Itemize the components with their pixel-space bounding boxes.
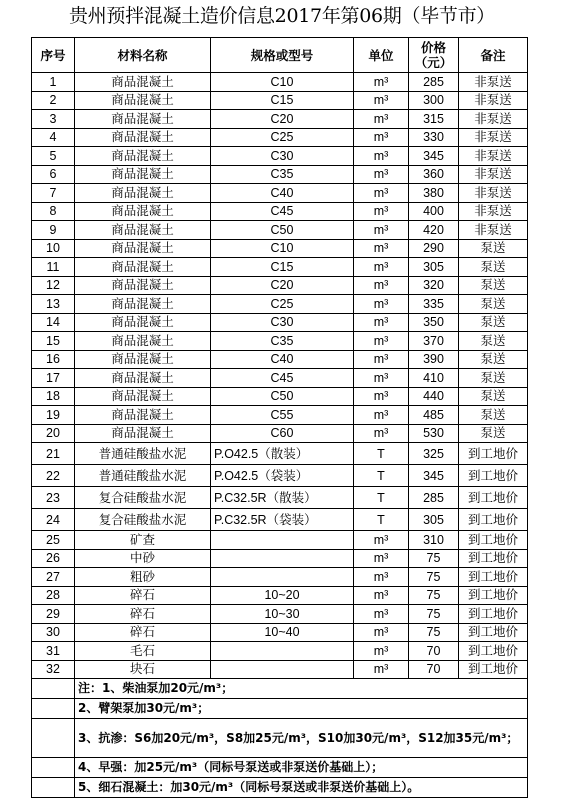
cell-material-name: 商品混凝土 — [75, 239, 211, 258]
cell-number: 15 — [32, 332, 75, 351]
header-number: 序号 — [32, 38, 75, 73]
cell-spec — [211, 549, 354, 568]
cell-material-name: 商品混凝土 — [75, 110, 211, 129]
cell-unit: T — [354, 487, 409, 509]
table-row — [32, 487, 528, 509]
cell-unit: m³ — [354, 605, 409, 624]
cell-unit: m³ — [354, 568, 409, 587]
cell-price: 315 — [409, 110, 459, 129]
cell-unit: m³ — [354, 623, 409, 642]
cell-note: 到工地价 — [459, 549, 528, 568]
header-price-label: 价格 — [420, 40, 446, 55]
cell-material-name: 普通硅酸盐水泥 — [75, 465, 211, 487]
cell-unit: T — [354, 465, 409, 487]
cell-spec — [211, 531, 354, 550]
cell-price: 75 — [409, 549, 459, 568]
cell-number: 24 — [32, 509, 75, 531]
cell-material-name: 商品混凝土 — [75, 313, 211, 332]
cell-material-name: 商品混凝土 — [75, 202, 211, 221]
cell-number: 1 — [32, 73, 75, 92]
cell-material-name: 碎石 — [75, 623, 211, 642]
cell-number: 23 — [32, 487, 75, 509]
header-unit: 单位 — [354, 38, 409, 73]
cell-number: 9 — [32, 221, 75, 240]
cell-spec: 10~20 — [211, 586, 354, 605]
cell-price: 390 — [409, 350, 459, 369]
note-text: 2、臂架泵加30元/m³； — [75, 699, 528, 719]
cell-unit: m³ — [354, 531, 409, 550]
header-price-unit: （元） — [414, 55, 453, 70]
cell-unit: m³ — [354, 642, 409, 661]
note-row — [32, 699, 528, 719]
cell-note: 泵送 — [459, 406, 528, 425]
cell-number: 13 — [32, 295, 75, 314]
table-row — [32, 128, 528, 147]
note-text: 注：1、柴油泵加20元/m³； — [75, 679, 528, 699]
cell-price: 335 — [409, 295, 459, 314]
cell-note: 泵送 — [459, 276, 528, 295]
header-price — [409, 38, 459, 73]
header-spec: 规格或型号 — [211, 38, 354, 73]
cell-spec: P.C32.5R（散装） — [211, 487, 354, 509]
table-row — [32, 369, 528, 388]
cell-spec: C30 — [211, 313, 354, 332]
cell-unit: m³ — [354, 91, 409, 110]
cell-material-name: 商品混凝土 — [75, 221, 211, 240]
table-row — [32, 465, 528, 487]
cell-number: 8 — [32, 202, 75, 221]
note-text: 4、早强：加25元/m³（同标号泵送或非泵送价基础上）； — [75, 758, 528, 778]
header-note: 备注 — [459, 38, 528, 73]
cell-price: 75 — [409, 605, 459, 624]
note-margin-cell — [32, 719, 75, 758]
cell-spec: P.C32.5R（袋装） — [211, 509, 354, 531]
cell-note: 到工地价 — [459, 487, 528, 509]
cell-note: 到工地价 — [459, 642, 528, 661]
note-margin-cell — [32, 778, 75, 798]
cell-price: 75 — [409, 568, 459, 587]
cell-price: 380 — [409, 184, 459, 203]
cell-unit: m³ — [354, 350, 409, 369]
cell-price: 285 — [409, 73, 459, 92]
table-body — [32, 73, 528, 679]
cell-note: 泵送 — [459, 350, 528, 369]
cell-material-name: 复合硅酸盐水泥 — [75, 509, 211, 531]
cell-number: 22 — [32, 465, 75, 487]
cell-spec: C55 — [211, 406, 354, 425]
table-row — [32, 568, 528, 587]
cell-price: 360 — [409, 165, 459, 184]
cell-spec: C25 — [211, 295, 354, 314]
header-row — [32, 38, 528, 73]
table-row — [32, 184, 528, 203]
cell-number: 4 — [32, 128, 75, 147]
cell-note: 泵送 — [459, 295, 528, 314]
cell-note: 泵送 — [459, 239, 528, 258]
table-row — [32, 586, 528, 605]
cell-number: 28 — [32, 586, 75, 605]
cell-price: 300 — [409, 91, 459, 110]
cell-spec: C60 — [211, 424, 354, 443]
table-row — [32, 221, 528, 240]
cell-price: 345 — [409, 147, 459, 166]
cell-number: 19 — [32, 406, 75, 425]
cell-number: 20 — [32, 424, 75, 443]
cell-material-name: 商品混凝土 — [75, 165, 211, 184]
cell-unit: m³ — [354, 276, 409, 295]
cell-number: 31 — [32, 642, 75, 661]
cell-note: 到工地价 — [459, 605, 528, 624]
cell-unit: m³ — [354, 147, 409, 166]
table-row — [32, 332, 528, 351]
cell-number: 27 — [32, 568, 75, 587]
table-row — [32, 258, 528, 277]
price-table — [31, 37, 528, 798]
cell-price: 350 — [409, 313, 459, 332]
cell-price: 325 — [409, 443, 459, 465]
cell-material-name: 商品混凝土 — [75, 406, 211, 425]
cell-note: 到工地价 — [459, 660, 528, 679]
cell-note: 非泵送 — [459, 184, 528, 203]
cell-spec: C15 — [211, 258, 354, 277]
cell-unit: m³ — [354, 110, 409, 129]
cell-note: 泵送 — [459, 369, 528, 388]
cell-price: 420 — [409, 221, 459, 240]
cell-note: 到工地价 — [459, 623, 528, 642]
cell-material-name: 商品混凝土 — [75, 295, 211, 314]
cell-spec: C45 — [211, 369, 354, 388]
cell-unit: m³ — [354, 239, 409, 258]
cell-material-name: 商品混凝土 — [75, 332, 211, 351]
cell-number: 6 — [32, 165, 75, 184]
cell-price: 370 — [409, 332, 459, 351]
cell-spec: C40 — [211, 184, 354, 203]
cell-spec: P.O42.5（袋装） — [211, 465, 354, 487]
note-text: 3、抗渗：S6加20元/m³，S8加25元/m³，S10加30元/m³，S12加35元/m³； — [75, 719, 528, 758]
cell-unit: m³ — [354, 586, 409, 605]
cell-material-name: 商品混凝土 — [75, 424, 211, 443]
cell-price: 485 — [409, 406, 459, 425]
cell-spec: C50 — [211, 387, 354, 406]
cell-material-name: 商品混凝土 — [75, 258, 211, 277]
cell-note: 非泵送 — [459, 110, 528, 129]
cell-material-name: 粗砂 — [75, 568, 211, 587]
cell-note: 非泵送 — [459, 128, 528, 147]
cell-note: 到工地价 — [459, 443, 528, 465]
cell-spec: C10 — [211, 73, 354, 92]
cell-price: 70 — [409, 660, 459, 679]
note-row — [32, 758, 528, 778]
cell-material-name: 商品混凝土 — [75, 147, 211, 166]
cell-number: 14 — [32, 313, 75, 332]
cell-spec: C50 — [211, 221, 354, 240]
table-row — [32, 350, 528, 369]
page-title: 贵州预拌混凝土造价信息2017年第06期（毕节市） — [68, 5, 496, 27]
cell-price: 285 — [409, 487, 459, 509]
table-row — [32, 239, 528, 258]
cell-note: 非泵送 — [459, 202, 528, 221]
cell-unit: m³ — [354, 221, 409, 240]
note-margin-cell — [32, 699, 75, 719]
cell-spec — [211, 568, 354, 587]
cell-price: 290 — [409, 239, 459, 258]
note-margin-cell — [32, 758, 75, 778]
cell-price: 440 — [409, 387, 459, 406]
table-row — [32, 509, 528, 531]
cell-spec: C15 — [211, 91, 354, 110]
cell-price: 75 — [409, 623, 459, 642]
cell-price: 305 — [409, 258, 459, 277]
table-row — [32, 642, 528, 661]
cell-price: 345 — [409, 465, 459, 487]
table-row — [32, 147, 528, 166]
cell-number: 10 — [32, 239, 75, 258]
cell-unit: m³ — [354, 128, 409, 147]
table-row — [32, 276, 528, 295]
cell-note: 非泵送 — [459, 221, 528, 240]
cell-spec: 10~40 — [211, 623, 354, 642]
cell-spec: C45 — [211, 202, 354, 221]
cell-unit: m³ — [354, 313, 409, 332]
cell-number: 29 — [32, 605, 75, 624]
cell-note: 非泵送 — [459, 73, 528, 92]
table-row — [32, 313, 528, 332]
cell-material-name: 商品混凝土 — [75, 350, 211, 369]
cell-material-name: 碎石 — [75, 605, 211, 624]
table-row — [32, 406, 528, 425]
table-row — [32, 424, 528, 443]
cell-material-name: 普通硅酸盐水泥 — [75, 443, 211, 465]
table-row — [32, 165, 528, 184]
cell-note: 泵送 — [459, 332, 528, 351]
table-row — [32, 549, 528, 568]
cell-number: 17 — [32, 369, 75, 388]
cell-unit: T — [354, 443, 409, 465]
cell-spec: C20 — [211, 276, 354, 295]
cell-material-name: 块石 — [75, 660, 211, 679]
cell-material-name: 商品混凝土 — [75, 184, 211, 203]
table-row — [32, 202, 528, 221]
note-row — [32, 679, 528, 699]
cell-number: 11 — [32, 258, 75, 277]
cell-unit: m³ — [354, 295, 409, 314]
cell-note: 泵送 — [459, 313, 528, 332]
cell-price: 70 — [409, 642, 459, 661]
cell-unit: m³ — [354, 549, 409, 568]
cell-spec — [211, 642, 354, 661]
cell-unit: m³ — [354, 406, 409, 425]
cell-note: 非泵送 — [459, 91, 528, 110]
cell-spec: C10 — [211, 239, 354, 258]
cell-material-name: 中砂 — [75, 549, 211, 568]
cell-note: 到工地价 — [459, 568, 528, 587]
table-row — [32, 660, 528, 679]
cell-number: 3 — [32, 110, 75, 129]
cell-material-name: 矿查 — [75, 531, 211, 550]
cell-price: 530 — [409, 424, 459, 443]
cell-note: 泵送 — [459, 387, 528, 406]
table-row — [32, 387, 528, 406]
cell-note: 到工地价 — [459, 509, 528, 531]
cell-number: 7 — [32, 184, 75, 203]
cell-number: 12 — [32, 276, 75, 295]
cell-price: 75 — [409, 586, 459, 605]
cell-unit: m³ — [354, 165, 409, 184]
cell-number: 26 — [32, 549, 75, 568]
cell-unit: m³ — [354, 258, 409, 277]
cell-unit: m³ — [354, 73, 409, 92]
notes-section — [32, 679, 528, 798]
cell-material-name: 复合硅酸盐水泥 — [75, 487, 211, 509]
cell-unit: m³ — [354, 369, 409, 388]
table-row — [32, 531, 528, 550]
cell-note: 到工地价 — [459, 586, 528, 605]
cell-number: 18 — [32, 387, 75, 406]
cell-material-name: 商品混凝土 — [75, 128, 211, 147]
cell-material-name: 毛石 — [75, 642, 211, 661]
table-row — [32, 295, 528, 314]
cell-note: 到工地价 — [459, 465, 528, 487]
cell-note: 泵送 — [459, 258, 528, 277]
cell-note: 到工地价 — [459, 531, 528, 550]
table-row — [32, 443, 528, 465]
note-margin-cell — [32, 679, 75, 699]
cell-price: 320 — [409, 276, 459, 295]
cell-unit: m³ — [354, 184, 409, 203]
header-material-name: 材料名称 — [75, 38, 211, 73]
cell-spec: C25 — [211, 128, 354, 147]
note-text: 5、细石混凝土：加30元/m³（同标号泵送或非泵送价基础上）。 — [75, 778, 528, 798]
cell-material-name: 碎石 — [75, 586, 211, 605]
cell-note: 非泵送 — [459, 165, 528, 184]
cell-number: 16 — [32, 350, 75, 369]
cell-material-name: 商品混凝土 — [75, 276, 211, 295]
table-row — [32, 110, 528, 129]
table-row — [32, 73, 528, 92]
table-row — [32, 605, 528, 624]
table-row — [32, 623, 528, 642]
cell-material-name: 商品混凝土 — [75, 387, 211, 406]
cell-spec: P.O42.5（散装） — [211, 443, 354, 465]
cell-number: 21 — [32, 443, 75, 465]
cell-price: 305 — [409, 509, 459, 531]
cell-number: 25 — [32, 531, 75, 550]
table-row — [32, 91, 528, 110]
cell-price: 410 — [409, 369, 459, 388]
cell-material-name: 商品混凝土 — [75, 73, 211, 92]
cell-spec: C40 — [211, 350, 354, 369]
cell-spec: C20 — [211, 110, 354, 129]
cell-note: 泵送 — [459, 424, 528, 443]
cell-number: 5 — [32, 147, 75, 166]
cell-note: 非泵送 — [459, 147, 528, 166]
note-row — [32, 719, 528, 758]
cell-spec — [211, 660, 354, 679]
cell-number: 32 — [32, 660, 75, 679]
cell-price: 400 — [409, 202, 459, 221]
cell-number: 2 — [32, 91, 75, 110]
cell-unit: m³ — [354, 424, 409, 443]
cell-price: 330 — [409, 128, 459, 147]
cell-unit: m³ — [354, 332, 409, 351]
cell-spec: C30 — [211, 147, 354, 166]
cell-unit: T — [354, 509, 409, 531]
cell-spec: C35 — [211, 332, 354, 351]
cell-material-name: 商品混凝土 — [75, 369, 211, 388]
cell-unit: m³ — [354, 387, 409, 406]
cell-spec: 10~30 — [211, 605, 354, 624]
cell-unit: m³ — [354, 660, 409, 679]
note-row — [32, 778, 528, 798]
cell-material-name: 商品混凝土 — [75, 91, 211, 110]
cell-unit: m³ — [354, 202, 409, 221]
cell-spec: C35 — [211, 165, 354, 184]
cell-price: 310 — [409, 531, 459, 550]
cell-number: 30 — [32, 623, 75, 642]
